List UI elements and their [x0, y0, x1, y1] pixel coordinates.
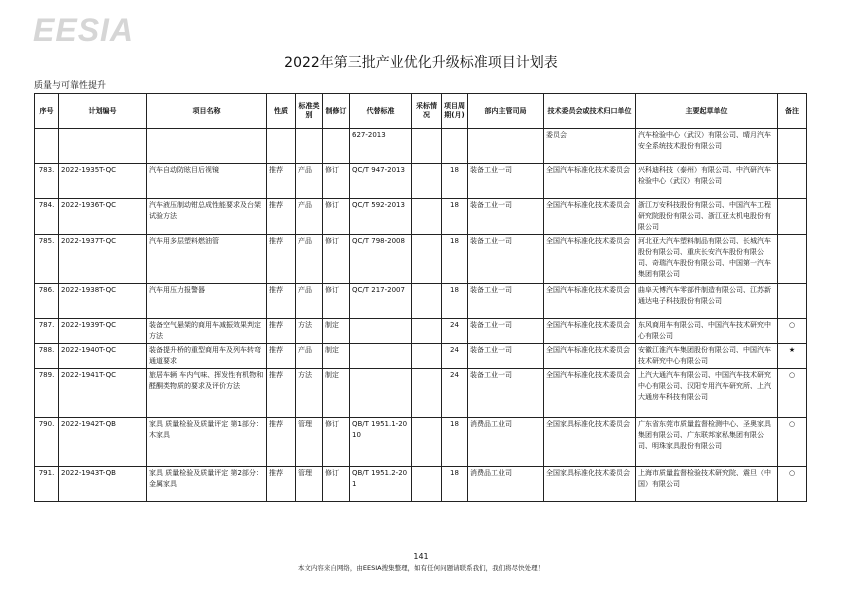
cell-note: ○ [778, 467, 807, 502]
cell-plan-no: 2022-1943T-QB [59, 467, 147, 502]
table-row [35, 319, 807, 344]
cell-note [778, 235, 807, 284]
cell-replaced: QC/T 798-2008 [350, 235, 412, 284]
cell-category: 方法 [296, 369, 323, 418]
cell-unit: 上汽大通汽车有限公司、中国汽车技术研究中心有限公司、汉阳专用汽车研究所、上汽大通房车科技有限公司 [636, 369, 778, 418]
cell-period: 18 [442, 199, 468, 235]
cell-unit: 广东省东莞市质量监督检测中心、圣奥家具集团有限公司、广东联邦家私集团有限公司、明珠家具股份有限公司 [636, 418, 778, 467]
header-nature: 性质 [267, 94, 296, 129]
header-tc: 技术委员会或技术归口单位 [544, 94, 636, 129]
header-seq: 序号 [35, 94, 59, 129]
cell-nature: 推荐 [267, 344, 296, 369]
cell-replaced [350, 319, 412, 344]
cell-tc: 全国汽车标准化技术委员会 [544, 319, 636, 344]
cell-seq: 786. [35, 284, 59, 319]
cell-category: 产品 [296, 344, 323, 369]
cell-seq: 791. [35, 467, 59, 502]
cell-revise [323, 129, 350, 164]
cell-tc: 全国汽车标准化技术委员会 [544, 199, 636, 235]
cell-unit: 曲阜天博汽车零部件制造有限公司、江苏新通达电子科技股份有限公司 [636, 284, 778, 319]
cell-dept: 消费品工业司 [468, 418, 544, 467]
cell-adopt [412, 418, 442, 467]
cell-replaced: QC/T 217-2007 [350, 284, 412, 319]
cell-seq: 790. [35, 418, 59, 467]
table-row [35, 164, 807, 199]
cell-seq: 789. [35, 369, 59, 418]
cell-period: 24 [442, 344, 468, 369]
cell-dept: 消费品工业司 [468, 467, 544, 502]
cell-adopt [412, 164, 442, 199]
cell-seq: 783. [35, 164, 59, 199]
cell-nature: 推荐 [267, 164, 296, 199]
cell-period: 18 [442, 235, 468, 284]
cell-period: 18 [442, 418, 468, 467]
cell-unit: 浙江万安科技股份有限公司、中国汽车工程研究院股份有限公司、浙江亚太机电股份有限公司 [636, 199, 778, 235]
table-row [35, 199, 807, 235]
cell-name: 装备提升桥的重型商用车及列车转弯通道要求 [147, 344, 267, 369]
cell-period [442, 129, 468, 164]
cell-revise: 修订 [323, 418, 350, 467]
cell-nature: 推荐 [267, 467, 296, 502]
cell-dept: 装备工业一司 [468, 164, 544, 199]
cell-revise: 制定 [323, 369, 350, 418]
cell-name: 汽车液压制动钳总成性能要求及台架试验方法 [147, 199, 267, 235]
cell-adopt [412, 129, 442, 164]
cell-category: 产品 [296, 164, 323, 199]
cell-unit: 兴科迪科技（泰州）有限公司、中汽研汽车检验中心（武汉）有限公司 [636, 164, 778, 199]
cell-nature: 推荐 [267, 369, 296, 418]
cell-revise: 修订 [323, 284, 350, 319]
header-unit: 主要起草单位 [636, 94, 778, 129]
cell-dept [468, 129, 544, 164]
cell-seq: 787. [35, 319, 59, 344]
cell-plan-no: 2022-1936T-QC [59, 199, 147, 235]
header-note: 备注 [778, 94, 807, 129]
cell-name: 旅居车辆 车内气味、挥发性有机物和醛酮类物质的要求及评价方法 [147, 369, 267, 418]
cell-nature [267, 129, 296, 164]
header-replaced: 代替标准 [350, 94, 412, 129]
header-dept: 部内主管司局 [468, 94, 544, 129]
cell-replaced: QB/T 1951.2-201 [350, 467, 412, 502]
cell-seq: 788. [35, 344, 59, 369]
cell-name [147, 129, 267, 164]
cell-nature: 推荐 [267, 418, 296, 467]
cell-replaced: QB/T 1951.1-2010 [350, 418, 412, 467]
cell-tc: 全国汽车标准化技术委员会 [544, 284, 636, 319]
cell-revise: 修订 [323, 235, 350, 284]
cell-note: ○ [778, 319, 807, 344]
section-label: 质量与可靠性提升 [34, 81, 107, 91]
cell-revise: 修订 [323, 199, 350, 235]
page-title: 2022年第三批产业优化升级标准项目计划表 [284, 55, 558, 71]
cell-dept: 装备工业一司 [468, 369, 544, 418]
cell-unit: 东风商用车有限公司、中国汽车技术研究中心有限公司 [636, 319, 778, 344]
cell-category: 管理 [296, 418, 323, 467]
header-project-name: 项目名称 [147, 94, 267, 129]
cell-note [778, 199, 807, 235]
cell-name: 汽车用压力报警器 [147, 284, 267, 319]
cell-adopt [412, 369, 442, 418]
cell-replaced [350, 344, 412, 369]
cell-category: 管理 [296, 467, 323, 502]
cell-period: 24 [442, 319, 468, 344]
cell-dept: 装备工业一司 [468, 284, 544, 319]
cell-unit: 河北亚大汽车塑料制品有限公司、长城汽车股份有限公司、重庆长安汽车股份有限公司、奇瑞汽车股份有限公司、中国第一汽车集团有限公司 [636, 235, 778, 284]
page-number: 141 [413, 552, 429, 561]
cell-plan-no: 2022-1941T-QC [59, 369, 147, 418]
cell-dept: 装备工业一司 [468, 235, 544, 284]
cell-plan-no: 2022-1940T-QC [59, 344, 147, 369]
cell-seq: 784. [35, 199, 59, 235]
cell-category: 方法 [296, 319, 323, 344]
cell-replaced [350, 369, 412, 418]
cell-unit: 汽车检验中心（武汉）有限公司、晴月汽车安全系统技术股份有限公司 [636, 129, 778, 164]
cell-seq [35, 129, 59, 164]
cell-tc: 全国汽车标准化技术委员会 [544, 369, 636, 418]
cell-category: 产品 [296, 284, 323, 319]
cell-note: ★ [778, 344, 807, 369]
cell-plan-no [59, 129, 147, 164]
cell-nature: 推荐 [267, 199, 296, 235]
table-row [35, 235, 807, 284]
cell-category: 产品 [296, 235, 323, 284]
cell-note [778, 164, 807, 199]
cell-note: ○ [778, 418, 807, 467]
cell-name: 汽车用多层塑料燃油管 [147, 235, 267, 284]
footer-note: 本文内容来自网络，由EESIA搜集整理，如有任何问题请联系我们，我们将尽快处理！ [297, 564, 545, 572]
cell-adopt [412, 199, 442, 235]
cell-revise: 制定 [323, 344, 350, 369]
cell-name: 家具 质量检验及质量评定 第1部分：木家具 [147, 418, 267, 467]
cell-revise: 修订 [323, 164, 350, 199]
cell-note [778, 284, 807, 319]
cell-note: ○ [778, 369, 807, 418]
cell-tc: 全国汽车标准化技术委员会 [544, 344, 636, 369]
cell-name: 家具 质量检验及质量评定 第2部分：金属家具 [147, 467, 267, 502]
cell-unit: 安徽江淮汽车集团股份有限公司、中国汽车技术研究中心有限公司 [636, 344, 778, 369]
table-row [35, 467, 807, 502]
cell-plan-no: 2022-1939T-QC [59, 319, 147, 344]
cell-adopt [412, 284, 442, 319]
cell-category: 产品 [296, 199, 323, 235]
cell-adopt [412, 235, 442, 284]
cell-tc: 全国汽车标准化技术委员会 [544, 235, 636, 284]
cell-tc: 委员会 [544, 129, 636, 164]
cell-name: 装备空气悬架的商用车减振效果判定方法 [147, 319, 267, 344]
cell-dept: 装备工业一司 [468, 319, 544, 344]
header-plan-no: 计划编号 [59, 94, 147, 129]
cell-replaced: QC/T 947-2013 [350, 164, 412, 199]
cell-plan-no: 2022-1942T-QB [59, 418, 147, 467]
cell-period: 24 [442, 369, 468, 418]
cell-unit: 上海市质量监督检验技术研究院、震旦（中国）有限公司 [636, 467, 778, 502]
cell-note [778, 129, 807, 164]
cell-plan-no: 2022-1935T-QC [59, 164, 147, 199]
cell-tc: 全国家具标准化技术委员会 [544, 467, 636, 502]
cell-plan-no: 2022-1938T-QC [59, 284, 147, 319]
cell-tc: 全国汽车标准化技术委员会 [544, 164, 636, 199]
cell-name: 汽车自动防眩目后视镜 [147, 164, 267, 199]
header-category: 标准类别 [296, 94, 323, 129]
cell-replaced: QC/T 592-2013 [350, 199, 412, 235]
cell-nature: 推荐 [267, 319, 296, 344]
cell-period: 18 [442, 284, 468, 319]
table-row [35, 344, 807, 369]
cell-period: 18 [442, 467, 468, 502]
standards-table [34, 93, 807, 502]
cell-revise: 制定 [323, 319, 350, 344]
cell-nature: 推荐 [267, 284, 296, 319]
header-adopt: 采标情况 [412, 94, 442, 129]
table-row [35, 418, 807, 467]
cell-adopt [412, 467, 442, 502]
cell-adopt [412, 319, 442, 344]
cell-category [296, 129, 323, 164]
cell-adopt [412, 344, 442, 369]
table-row [35, 129, 807, 164]
cell-dept: 装备工业一司 [468, 344, 544, 369]
table-row [35, 284, 807, 319]
cell-seq: 785. [35, 235, 59, 284]
cell-period: 18 [442, 164, 468, 199]
cell-dept: 装备工业一司 [468, 199, 544, 235]
cell-nature: 推荐 [267, 235, 296, 284]
header-revise: 制修订 [323, 94, 350, 129]
table-header-row [35, 94, 807, 129]
cell-plan-no: 2022-1937T-QC [59, 235, 147, 284]
cell-replaced: 627-2013 [350, 129, 412, 164]
cell-revise: 修订 [323, 467, 350, 502]
table-row [35, 369, 807, 418]
header-period: 项目周期(月) [442, 94, 468, 129]
cell-tc: 全国家具标准化技术委员会 [544, 418, 636, 467]
eesia-logo: EESIA [33, 12, 135, 48]
